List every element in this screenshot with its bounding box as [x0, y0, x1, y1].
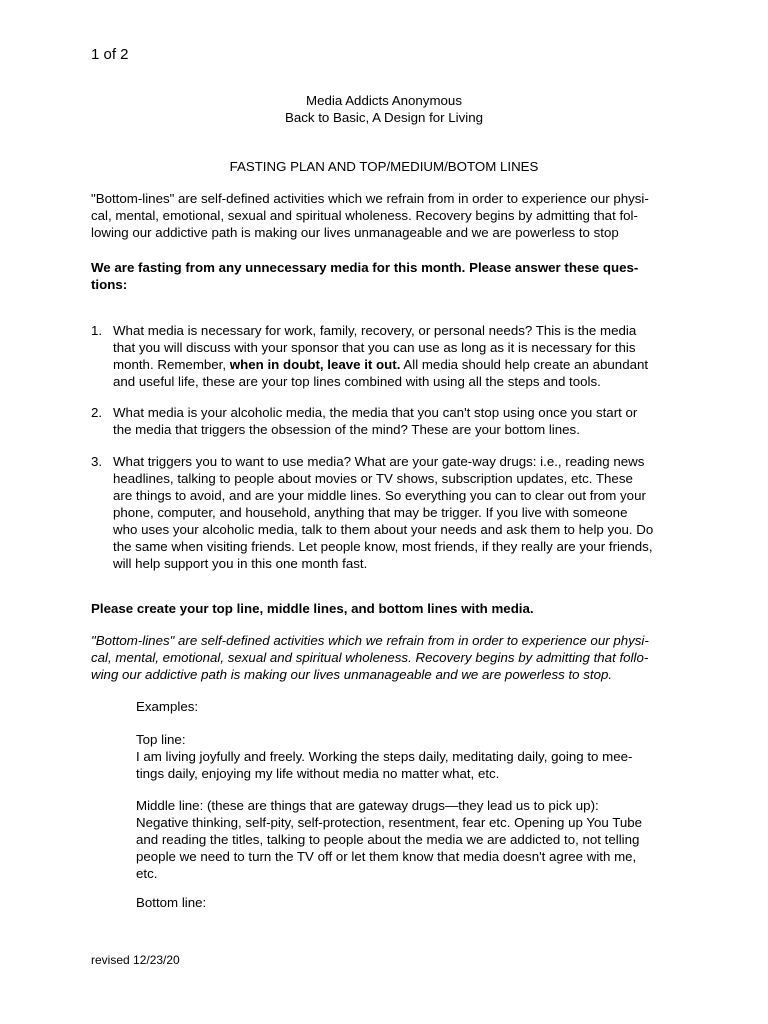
intro-line: cal, mental, emotional, sexual and spiritual wholeness. Recovery begins by admitting that fol-	[91, 208, 638, 223]
example-line: tings daily, enjoying my life without media no matter what, etc.	[136, 766, 500, 781]
top-line-example	[136, 731, 671, 782]
document-subtitle: Back to Basic, A Design for Living	[284, 110, 484, 125]
example-line: etc.	[136, 866, 158, 881]
definition-line: wing our addictive path is making our lives unmanageable and we are powerless to stop.	[91, 667, 613, 682]
revision-date: revised 12/23/20	[91, 953, 180, 967]
example-line: people we need to turn the TV off or let them know that media doesn't agree with me,	[136, 849, 637, 864]
list-line: the same when visiting friends. Let people know, most friends, if they really are your friends,	[113, 539, 653, 554]
list-item-text	[113, 453, 679, 572]
list-line: and useful life, these are your top lines combined with using all the steps and tools.	[113, 374, 601, 389]
definition-line: cal, mental, emotional, sexual and spiritual wholeness. Recovery begins by admitting that follo-	[91, 650, 649, 665]
list-line: What media is your alcoholic media, the media that you can't stop using once you start or	[113, 405, 638, 420]
list-line-text: month. Remember,	[113, 357, 230, 372]
list-line: that you will discuss with your sponsor that you can use as long as it is necessary for this	[113, 340, 636, 355]
document-heading: FASTING PLAN AND TOP/MEDIUM/BOTOM LINES	[229, 159, 539, 174]
intro-line: "Bottom-lines" are self-defined activities which we refrain from in order to experience our physi-	[91, 191, 649, 206]
fasting-note-line: We are fasting from any unnecessary media for this month. Please answer these ques-	[91, 260, 639, 275]
list-line-text: All media should help create an abundant	[400, 357, 649, 372]
middle-line-example	[136, 797, 671, 882]
list-item	[91, 322, 681, 390]
example-line: Middle line: (these are things that are gateway drugs—they lead us to pick up):	[136, 798, 599, 813]
emphasis-text: when in doubt, leave it out.	[229, 357, 401, 372]
list-item	[91, 453, 681, 572]
list-line: who uses your alcoholic media, talk to them about your needs and ask them to help you. Do	[113, 522, 654, 537]
list-line	[113, 356, 679, 373]
list-line: phone, computer, and household, anything that may be trigger. If you live with someone	[113, 505, 628, 520]
intro-paragraph	[91, 190, 678, 241]
create-lines-heading: Please create your top line, middle lines, and bottom lines with media.	[91, 601, 534, 616]
examples-label: Examples:	[136, 699, 199, 714]
list-line: are things to avoid, and are your middle lines. So everything you can to clear out from your	[113, 488, 646, 503]
list-number: 1.	[91, 323, 103, 338]
list-item-text	[113, 404, 679, 438]
fasting-note-line: tions:	[91, 277, 128, 292]
example-line: and reading the titles, talking to people about the media we are addicted to, not telling	[136, 832, 640, 847]
list-item-text	[113, 322, 679, 390]
fasting-note	[91, 259, 678, 293]
list-number: 3.	[91, 454, 103, 469]
list-line: the media that triggers the obsession of the mind? These are your bottom lines.	[113, 422, 580, 437]
list-line: What media is necessary for work, family, recovery, or personal needs? This is the media	[113, 323, 637, 338]
example-line: Negative thinking, self-pity, self-protection, resentment, fear etc. Opening up You Tube	[136, 815, 643, 830]
list-line: will help support you in this one month fast.	[113, 556, 368, 571]
page-number: 1 of 2	[91, 46, 129, 63]
definition-line: "Bottom-lines" are self-defined activities which we refrain from in order to experience our physi-	[91, 633, 649, 648]
list-item	[91, 404, 681, 438]
example-line: I am living joyfully and freely. Working the steps daily, meditating daily, going to mee-	[136, 749, 633, 764]
list-line: headlines, talking to people about movies or TV shows, subscription updates, etc. These	[113, 471, 633, 486]
intro-line: lowing our addictive path is making our lives unmanageable and we are powerless to stop	[91, 225, 619, 240]
list-number: 2.	[91, 405, 103, 420]
org-name: Media Addicts Anonymous	[306, 93, 462, 108]
questions-list	[91, 322, 681, 572]
bottom-lines-definition	[91, 632, 678, 683]
top-line-label: Top line:	[136, 732, 186, 747]
bottom-line-label: Bottom line:	[136, 895, 207, 910]
list-line: What triggers you to want to use media? What are your gate-way drugs: i.e., reading news	[113, 454, 645, 469]
